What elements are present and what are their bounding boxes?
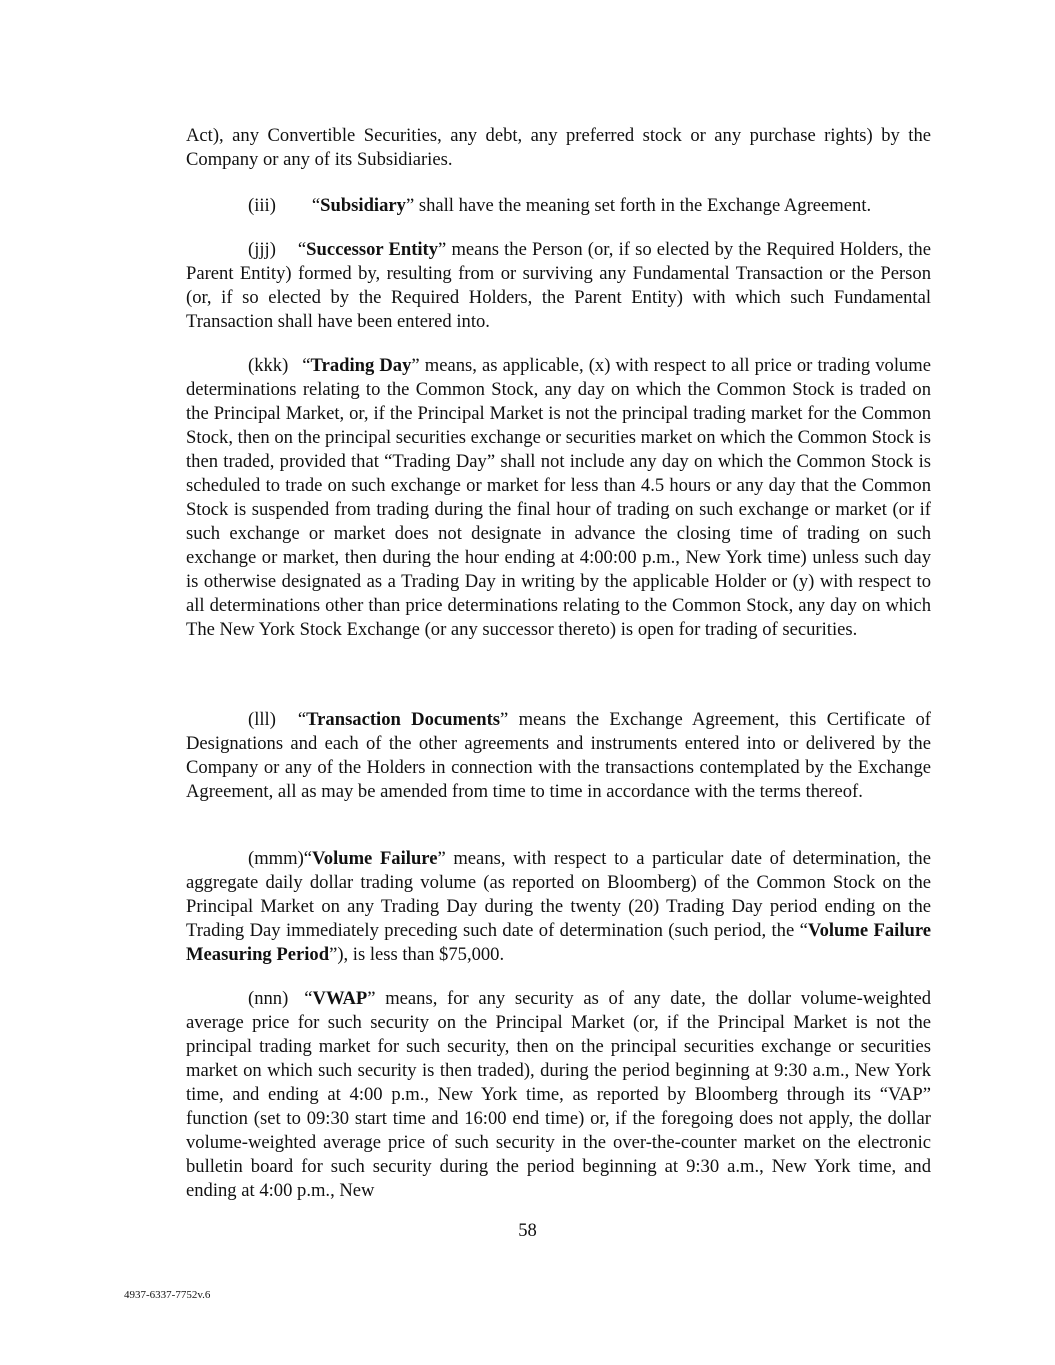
defined-term: Trading Day — [310, 355, 412, 376]
paragraph-continuation — [186, 124, 931, 172]
definition-text: ” means, as applicable, (x) with respect to all price or trading volume determinations relating to the Common Stock, any day on which the Common Stock is traded on the Principal Market, or, if the Principal Market is not the principal trading market for the Common Stock, then on the principal securities exchange or securities market on which the Common Stock is then traded, provided that “Trading Day” shall not include any day on which the Common Stock is scheduled to trade on such exchange or market for less than 4.5 hours or any day that the Common Stock is suspended from trading during the final hour of trading on such exchange or market (or if such exchange or market does not designate in advance the closing time of trading on such exchange or market, then during the hour ending at 4:00:00 p.m., New York time) unless such day is otherwise designated as a Trading Day in writing by the applicable Holder or (y) with respect to all determinations other than price determinations relating to the Common Stock, any day on which The New York Stock Exchange (or any successor thereto) is open for trading of securities. — [186, 355, 931, 640]
definition-volume-failure: (mmm)“Volume Failure” means, with respect to a particular date of determination, the aggregate daily dollar trading volume (as reported on Bloomberg) of the Common Stock on the Principal Market on any Trading Day during the twenty (20) Trading Day period ending on the Trading Day immediately preceding such date of determination (such period, the “Volume Failure Measuring Period”), is less than $75,000. — [186, 848, 931, 965]
definition-text: ” means, with respect to a particular date of determination, the aggregate daily dollar trading volume (as reported on Bloomberg) of the Common Stock on the Principal Market on any Trading Day during the twenty (20) Trading Day period ending on the Trading Day immediately preceding such date of determination (such period, the “ — [186, 848, 931, 941]
defined-term: VWAP — [312, 988, 368, 1009]
definition-number: (iii) — [248, 195, 276, 216]
definition-text: ” means, for any security as of any date, the dollar volume-weighted average price for such security on the Principal Market (or, if the Principal Market is not the principal trading market for such security, then on the principal securities exchange or securities market on which such security is then traded), during the period beginning at 9:30 a.m., New York time, and ending at 4:00 p.m., New York time, as reported by Bloomberg through its “VAP” function (set to 09:30 start time and 16:00 end time) or, if the foregoing does not apply, the dollar volume-weighted average price of such security in the over-the-counter market on the electronic bulletin board for such security during the period beginning at 9:30 a.m., New York time, and ending at 4:00 p.m., New — [186, 988, 931, 1201]
definition-trading-day: (kkk) “Trading Day” means, as applicable, (x) with respect to all price or trading volume determinations relating to the Common Stock, any day on which the Common Stock is traded on the Principal Market, or, if the Principal Market is not the principal trading market for the Common Stock, then on the principal securities exchange or securities market on which the Common Stock is then traded, provided that “Trading Day” shall not include any day on which the Common Stock is scheduled to trade on such exchange or market for less than 4.5 hours or any day that the Common Stock is suspended from trading during the final hour of trading on such exchange or market (or if such exchange or market does not designate in advance the closing time of trading on such exchange or market, then during the hour ending at 4:00:00 p.m., New York time) unless such day is otherwise designated as a Trading Day in writing by the applicable Holder or (y) with respect to all determinations other than price determinations relating to the Common Stock, any day on which The New York Stock Exchange (or any successor thereto) is open for trading of securities. — [186, 355, 931, 640]
definition-number: (jjj) — [248, 239, 276, 260]
defined-term: Volume Failure — [312, 848, 438, 869]
document-id: 4937-6337-7752v.6 — [124, 1289, 211, 1301]
defined-term: Successor Entity — [306, 239, 439, 260]
definition-text: ” means the Person (or, if so elected by the Required Holders, the Parent Entity) formed by, resulting from or surviving any Fundamental Transaction or the Person (or, if so elected by the Required Holders, the Parent Entity) with which such Fundamental Transaction shall have been entered into. — [186, 239, 931, 332]
definition-number: (nnn) — [248, 988, 289, 1009]
defined-term: Transaction Documents — [306, 709, 500, 730]
paragraph-text: Act), any Convertible Securities, any debt, any preferred stock or any purchase rights) by the Company or any of its Subsidiaries. — [186, 125, 931, 170]
definition-number: (mmm) — [248, 848, 304, 869]
defined-term: Subsidiary — [320, 195, 406, 216]
definition-text: ” means the Exchange Agreement, this Certificate of Designations and each of the other agreements and instruments entered into or delivered by the Company or any of the Holders in connection with the transactions contemplated by the Exchange Agreement, all as may be amended from time to time in accordance with the terms thereof. — [186, 709, 931, 802]
page-number: 58 — [518, 1220, 537, 1241]
defined-term-secondary: Volume Failure Measuring Period — [186, 920, 931, 965]
definition-text: ” shall have the meaning set forth in the Exchange Agreement. — [405, 195, 872, 216]
definition-successor-entity: (jjj) “Successor Entity” means the Person (or, if so elected by the Required Holders, the Parent Entity) formed by, resulting from or surviving any Fundamental Transaction or the Person (or, if so elected by the Required Holders, the Parent Entity) with which such Fundamental Transaction shall have been entered into. — [186, 239, 931, 332]
definition-transaction-documents: (lll) “Transaction Documents” means the Exchange Agreement, this Certificate of Designations and each of the other agreements and instruments entered into or delivered by the Company or any of the Holders in connection with the transactions contemplated by the Exchange Agreement, all as may be amended from time to time in accordance with the terms thereof. — [186, 709, 931, 802]
definition-text-end: ”), is less than $75,000. — [329, 944, 505, 965]
definition-subsidiary: (iii) “Subsidiary” shall have the meaning set forth in the Exchange Agreement. — [248, 195, 872, 216]
definition-number: (kkk) — [248, 355, 289, 376]
definition-number: (lll) — [248, 709, 276, 730]
definition-vwap: (nnn) “VWAP” means, for any security as of any date, the dollar volume-weighted average price for such security on the Principal Market (or, if the Principal Market is not the principal trading market for such security, then on the principal securities exchange or securities market on which such security is then traded), during the period beginning at 9:30 a.m., New York time, and ending at 4:00 p.m., New York time, as reported by Bloomberg through its “VAP” function (set to 09:30 start time and 16:00 end time) or, if the foregoing does not apply, the dollar volume-weighted average price of such security in the over-the-counter market on the electronic bulletin board for such security during the period beginning at 9:30 a.m., New York time, and ending at 4:00 p.m., New — [186, 988, 931, 1201]
